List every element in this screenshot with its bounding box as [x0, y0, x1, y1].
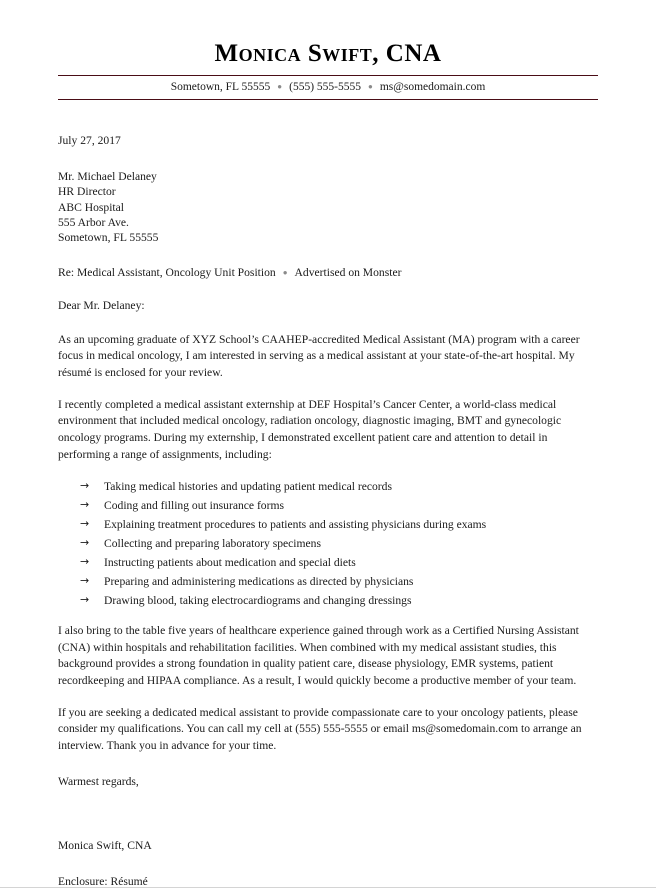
list-item [80, 555, 598, 571]
body-paragraph: As an upcoming graduate of XYZ School’s CAAHEP-accredited Medical Assistant (MA) program with a career focus in medical oncology, I am interested in serving as a medical assistant at your state-of-the-art hospital. My résumé is enclosed for your review. [58, 332, 580, 380]
recipient-street: 555 Arbor Ave. [58, 215, 129, 229]
list-item-label: Preparing and administering medications as directed by physicians [104, 575, 414, 589]
recipient-name: Mr. Michael Delaney [58, 169, 157, 183]
subject-line [58, 265, 598, 281]
arrow-icon: → [80, 478, 90, 492]
list-item-label: Drawing blood, taking electrocardiograms and changing dressings [104, 594, 412, 608]
header-rule-bottom [58, 99, 598, 100]
contact-location: Sometown, FL 55555 [170, 80, 271, 93]
arrow-icon: → [80, 574, 90, 588]
letter-date: July 27, 2017 [58, 134, 121, 148]
cover-letter-page [0, 40, 656, 888]
list-item [80, 574, 598, 590]
recipient-city-state-zip: Sometown, FL 55555 [58, 231, 159, 245]
list-item-label: Explaining treatment procedures to patients and assisting physicians during exams [104, 517, 487, 531]
list-item-label: Taking medical histories and updating patient medical records [104, 479, 392, 493]
letterhead [0, 40, 656, 100]
applicant-name: Monica Swift, CNA [214, 40, 442, 67]
contact-separator-icon: ● [277, 82, 283, 92]
contact-info-line [58, 76, 598, 100]
arrow-icon: → [80, 555, 90, 569]
arrow-icon: → [80, 497, 90, 511]
subject-separator-icon: ● [282, 268, 288, 278]
recipient-title: HR Director [58, 185, 116, 199]
subject-source: Advertised on Monster [294, 265, 402, 279]
list-item [80, 517, 598, 533]
list-item-label: Collecting and preparing laboratory specimens [104, 536, 321, 550]
closing-salutation: Warmest regards, [58, 774, 139, 788]
duties-list [58, 479, 598, 609]
signature-name: Monica Swift, CNA [58, 839, 152, 853]
list-item [80, 498, 598, 514]
list-item [80, 479, 598, 495]
contact-separator-icon: ● [367, 82, 373, 92]
body-paragraph: I also bring to the table five years of healthcare experience gained through work as a Certified Nursing Assistant (CNA) within hospitals and rehabilitation facilities. When combined with my medical assistant studies, this background provides a strong foundation in quality patient care, disease physiology, EMR systems, patient recordkeeping and HIPAA compliance. As a result, I would quickly become a productive member of your team. [58, 623, 579, 688]
enclosure-note: Enclosure: Résumé [58, 874, 148, 888]
arrow-icon: → [80, 516, 90, 530]
list-item-label: Instructing patients about medication and special diets [104, 556, 356, 570]
arrow-icon: → [80, 535, 90, 549]
contact-email: ms@somedomain.com [379, 80, 486, 93]
arrow-icon: → [80, 593, 90, 607]
recipient-address-block [58, 169, 598, 246]
salutation: Dear Mr. Delaney: [58, 299, 145, 313]
recipient-organization: ABC Hospital [58, 200, 125, 214]
letter-body [0, 133, 656, 890]
contact-phone: (555) 555-5555 [289, 80, 361, 93]
list-item [80, 536, 598, 552]
body-paragraph: If you are seeking a dedicated medical assistant to provide compassionate care to your oncology patients, please consider my qualifications. You can call my cell at (555) 555-5555 or email ms@somedomain.com to arrange an interview. Thank you in advance for your time. [58, 705, 582, 753]
subject-text: Re: Medical Assistant, Oncology Unit Position [58, 265, 276, 279]
body-paragraph: I recently completed a medical assistant externship at DEF Hospital’s Cancer Center, a world-class medical environment that included medical oncology, radiation oncology, diagnostic imaging, BMT and gynecologic oncology programs. During my externship, I demonstrated excellent patient care and attention to detail in performing a range of assignments, including: [58, 397, 562, 461]
list-item [80, 593, 598, 609]
list-item-label: Coding and filling out insurance forms [104, 498, 284, 512]
